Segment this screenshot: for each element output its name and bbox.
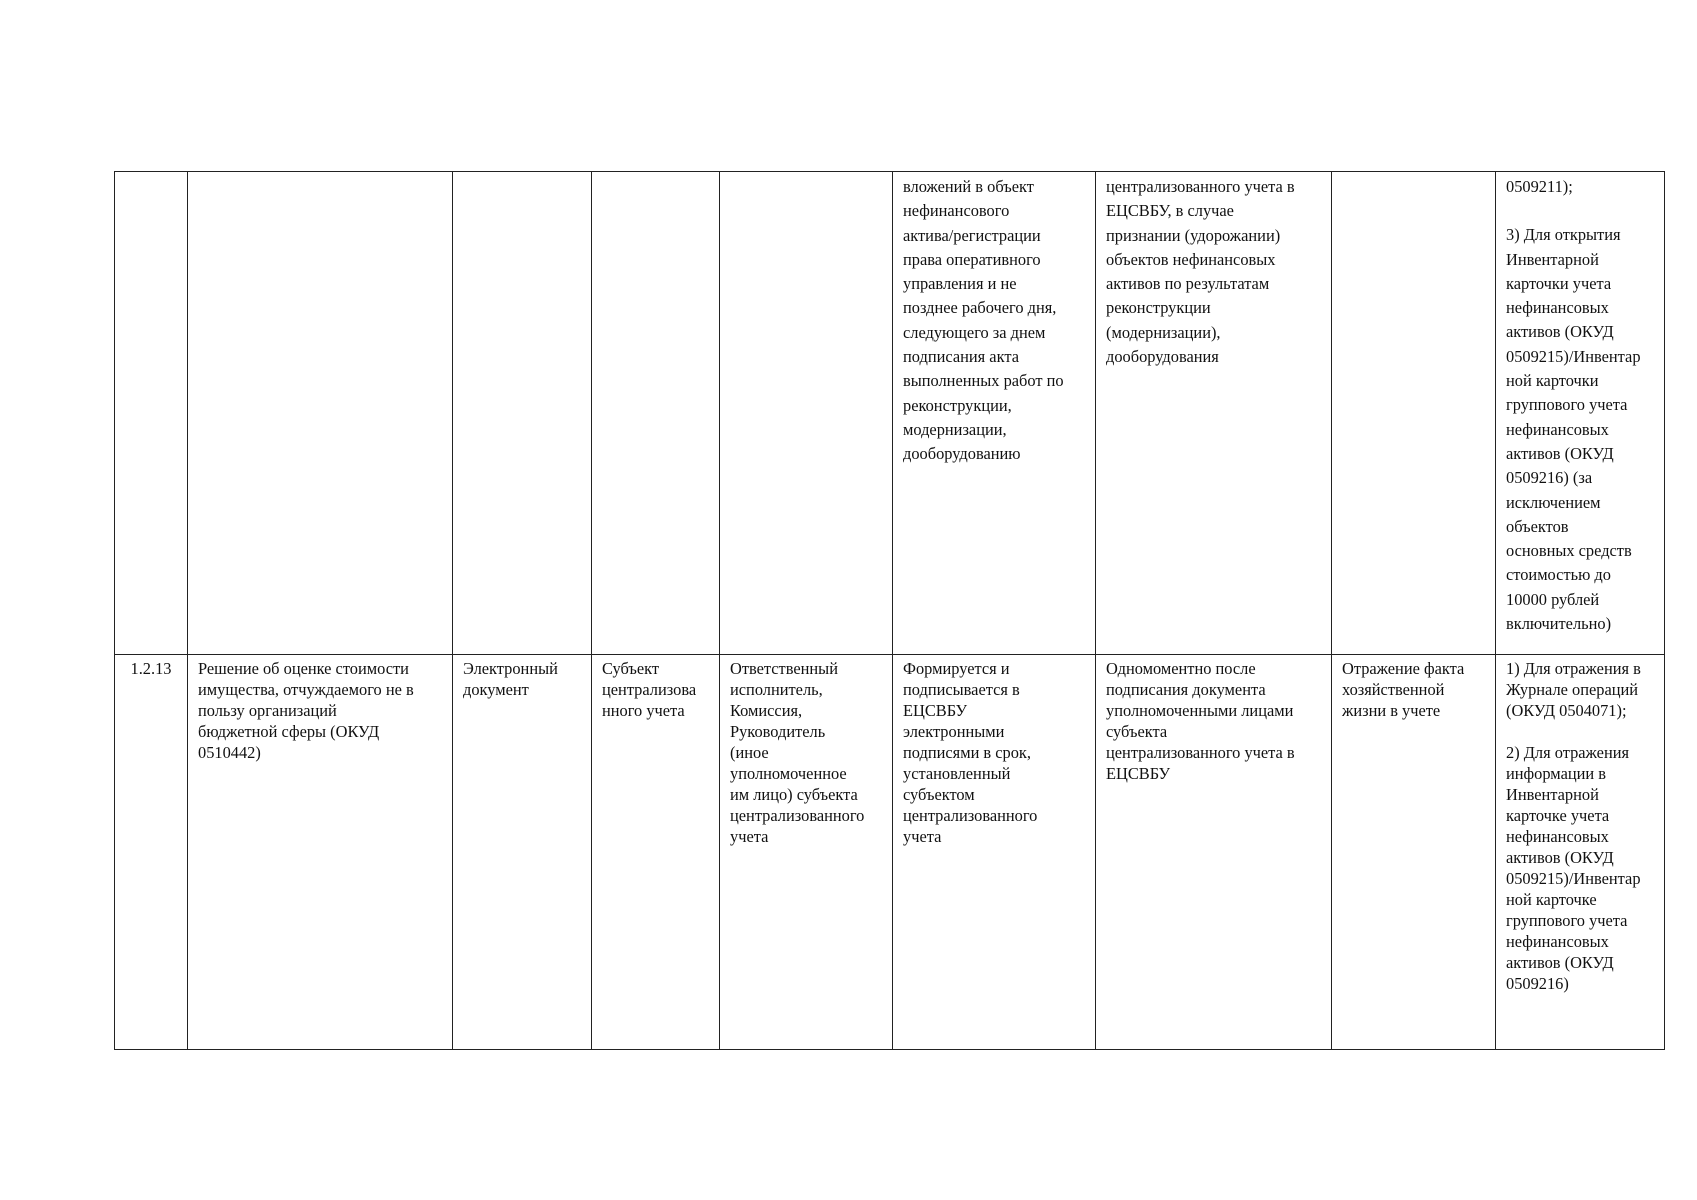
signers-cell	[720, 172, 893, 655]
row-number-cell	[115, 172, 188, 655]
register-paragraph: 0509211);	[1506, 177, 1573, 196]
document-form-cell	[453, 172, 592, 655]
table-row	[115, 172, 1665, 655]
signers-cell: Ответственный исполнитель, Комиссия, Руководитель (иное уполномоченное им лицо) субъекта централизованного учета	[720, 655, 893, 1050]
registers-cell	[1496, 655, 1665, 1050]
table-row	[115, 655, 1665, 1050]
purpose-cell: Отражение факта хозяйственной жизни в учете	[1332, 655, 1496, 1050]
register-paragraph: 3) Для открытия Инвентарной карточки учета нефинансовых активов (ОКУД 0509215)/Инвентар ной карточки группового учета нефинансовых активов (ОКУД 0509216) (за исключением объектов основных средств стоимостью до 10000 рублей включительно)	[1506, 225, 1641, 634]
row-number-cell: 1.2.13	[115, 655, 188, 1050]
document-author-cell	[592, 172, 720, 655]
deadline-cell: Формируется и подписывается в ЕЦСВБУ электронными подписями в срок, установленный субъектом централизованного учета	[893, 655, 1096, 1050]
transfer-cell: Одномоментно после подписания документа уполномоченными лицами субъекта централизованного учета в ЕЦСВБУ	[1096, 655, 1332, 1050]
document-form-cell: Электронный документ	[453, 655, 592, 1050]
document-author-cell: Субъект централизова нного учета	[592, 655, 720, 1050]
register-paragraph: 2) Для отражения информации в Инвентарной карточке учета нефинансовых активов (ОКУД 0509215)/Инвентар ной карточке группового учета нефинансовых активов (ОКУД 0509216)	[1506, 743, 1641, 993]
document-name-cell	[188, 172, 453, 655]
purpose-cell	[1332, 172, 1496, 655]
document-name-cell: Решение об оценке стоимости имущества, отчуждаемого не в пользу организаций бюджетной сферы (ОКУД 0510442)	[188, 655, 453, 1050]
registers-cell	[1496, 172, 1665, 655]
transfer-cell: централизованного учета в ЕЦСВБУ, в случае признании (удорожании) объектов нефинансовых активов по результатам реконструкции (модернизации), дооборудования	[1096, 172, 1332, 655]
document-table	[114, 171, 1665, 1050]
register-paragraph: 1) Для отражения в Журнале операций (ОКУД 0504071);	[1506, 659, 1641, 720]
deadline-cell: вложений в объект нефинансового актива/регистрации права оперативного управления и не позднее рабочего дня, следующего за днем подписания акта выполненных работ по реконструкции, модернизации, дооборудованию	[893, 172, 1096, 655]
